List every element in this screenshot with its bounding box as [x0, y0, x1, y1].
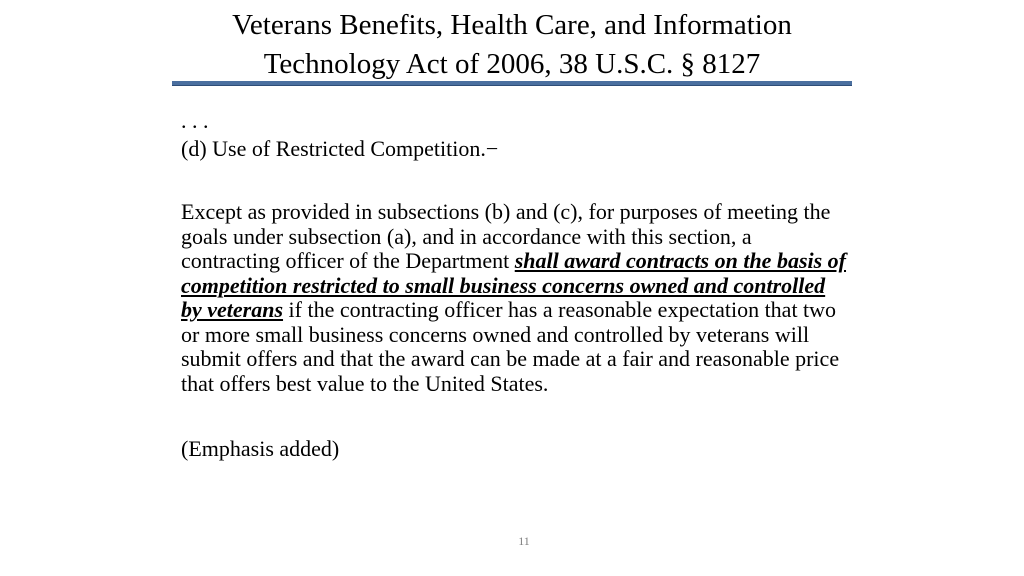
statute-paragraph: [181, 200, 846, 396]
statute-text-after-emphasis: if the contracting officer has a reasonable expectation that two or more small business concerns owned and controlled by veterans will submit offers and that the award can be made at a fair and reasonable price that offers best value to the United States.: [181, 297, 840, 396]
title-underline-divider: [172, 81, 852, 86]
slide-title-line-2: Technology Act of 2006, 38 U.S.C. § 8127: [263, 48, 761, 80]
slide-body: [181, 108, 846, 464]
statute-text-before-emphasis: Except as provided in subsections (b) and (c), for purposes of meeting the goals under subsection (a), and in accordance with this section, a contracting officer of the Department: [181, 199, 831, 273]
omission-ellipsis: . . .: [181, 108, 209, 133]
page-number: 11: [518, 534, 530, 548]
statute-emphasized-text: shall award contracts on the basis of competition restricted to small business concerns owned and controlled by veterans: [181, 248, 847, 322]
slide-title-line-1: Veterans Benefits, Health Care, and Information: [232, 9, 792, 41]
slide-title: [172, 6, 852, 84]
subsection-heading: (d) Use of Restricted Competition.−: [181, 136, 499, 161]
emphasis-note: (Emphasis added): [181, 436, 340, 461]
